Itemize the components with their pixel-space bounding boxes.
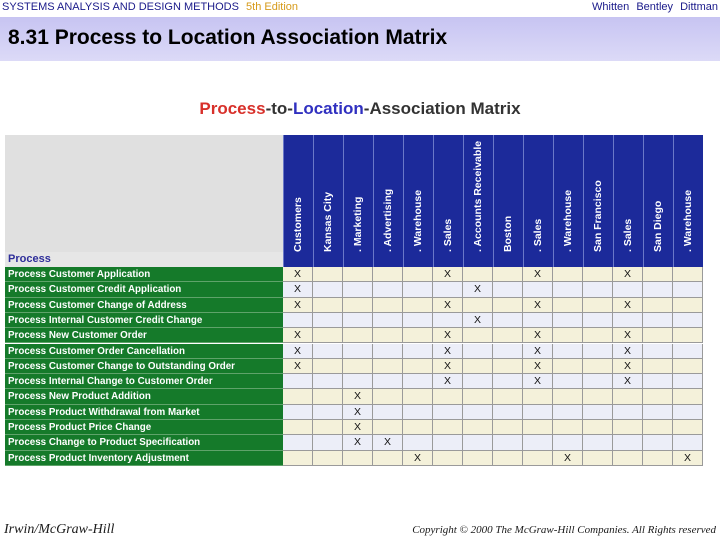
location-column-header (463, 135, 493, 267)
matrix-cell (313, 405, 343, 420)
matrix-cell (553, 359, 583, 374)
matrix-cell (463, 344, 493, 359)
matrix-cell (583, 267, 613, 282)
matrix-cell (493, 420, 523, 435)
matrix-cell (553, 328, 583, 343)
matrix-cell (583, 451, 613, 466)
location-column-header (523, 135, 553, 267)
location-column-header (313, 135, 343, 267)
matrix-cell (313, 420, 343, 435)
location-column-header (373, 135, 403, 267)
matrix-cell (373, 405, 403, 420)
matrix-cell (433, 282, 463, 297)
matrix-cell (283, 451, 313, 466)
matrix-cell (343, 313, 373, 328)
matrix-cell (313, 344, 343, 359)
top-header (0, 0, 720, 14)
matrix-cell (463, 267, 493, 282)
process-row-label: Process Customer Credit Application (5, 282, 283, 297)
matrix-cell (643, 451, 673, 466)
matrix-cell (643, 313, 673, 328)
location-column-label: . Warehouse (411, 189, 424, 252)
matrix-cell (493, 405, 523, 420)
matrix-cell (673, 435, 703, 450)
matrix-cell (553, 374, 583, 389)
matrix-cell (343, 451, 373, 466)
matrix-cell: X (523, 374, 553, 389)
matrix-cell (553, 420, 583, 435)
process-row-label: Process Customer Change to Outstanding Order (5, 359, 283, 374)
matrix-cell: X (283, 282, 313, 297)
location-column-header (583, 135, 613, 267)
matrix-cell (463, 328, 493, 343)
location-column-header (403, 135, 433, 267)
matrix-cell (373, 374, 403, 389)
matrix-cell (433, 420, 463, 435)
matrix-cell (463, 451, 493, 466)
matrix-cell (343, 298, 373, 313)
location-column-header (553, 135, 583, 267)
matrix-cell (673, 267, 703, 282)
matrix-cell (643, 435, 673, 450)
matrix-cell (463, 298, 493, 313)
matrix-cell (583, 389, 613, 404)
location-column-label: . Accounts Receivable (471, 140, 484, 252)
matrix-cell (343, 359, 373, 374)
matrix-cell (463, 374, 493, 389)
matrix-cell (373, 451, 403, 466)
matrix-cell: X (373, 435, 403, 450)
matrix-cell (433, 313, 463, 328)
matrix-cell (373, 420, 403, 435)
location-column-label: Customers (291, 197, 304, 252)
process-row-label: Process Customer Order Cancellation (5, 344, 283, 359)
matrix-cell (583, 328, 613, 343)
matrix-corner (5, 135, 283, 252)
matrix-cell (493, 282, 523, 297)
matrix-cell: X (523, 298, 553, 313)
matrix-cell (283, 389, 313, 404)
matrix-cell (643, 405, 673, 420)
matrix-cell (553, 298, 583, 313)
matrix-cell (613, 282, 643, 297)
matrix-cell: X (613, 344, 643, 359)
matrix-cell (643, 344, 673, 359)
process-row-label: Process New Product Addition (5, 389, 283, 404)
matrix-cell (313, 313, 343, 328)
matrix-cell (403, 282, 433, 297)
matrix-cell (463, 435, 493, 450)
process-row-label: Process Change to Product Specification (5, 435, 283, 450)
matrix-cell (583, 435, 613, 450)
location-column-label: . Marketing (351, 196, 364, 252)
matrix-cell (613, 313, 643, 328)
matrix-cell (643, 389, 673, 404)
matrix-cell (493, 313, 523, 328)
book-title: SYSTEMS ANALYSIS AND DESIGN METHODS (2, 1, 239, 13)
matrix-cell (553, 389, 583, 404)
matrix-cell: X (523, 328, 553, 343)
matrix-cell (523, 313, 553, 328)
matrix-cell (643, 328, 673, 343)
location-column-label: Boston (501, 215, 514, 252)
matrix-cell (283, 313, 313, 328)
matrix-cell: X (613, 267, 643, 282)
matrix-cell (373, 267, 403, 282)
matrix-cell: X (613, 328, 643, 343)
matrix-cell (673, 298, 703, 313)
matrix-cell (493, 344, 523, 359)
matrix-cell (343, 267, 373, 282)
matrix-cell (493, 328, 523, 343)
matrix-cell: X (463, 313, 493, 328)
matrix-cell (433, 389, 463, 404)
matrix-cell (553, 282, 583, 297)
location-column-header (343, 135, 373, 267)
matrix-cell (343, 374, 373, 389)
process-row-label: Process Customer Application (5, 267, 283, 282)
matrix-cell: X (433, 344, 463, 359)
authors: Whitten Bentley Dittman (592, 1, 718, 13)
matrix-cell: X (433, 374, 463, 389)
matrix-cell (403, 374, 433, 389)
matrix-cell (523, 420, 553, 435)
process-row-label: Process Product Inventory Adjustment (5, 451, 283, 466)
process-row-label: Process New Customer Order (5, 328, 283, 343)
matrix-cell (493, 374, 523, 389)
matrix-cell (493, 389, 523, 404)
location-column-label: . Sales (531, 218, 544, 252)
matrix-cell (553, 344, 583, 359)
slide-title-band (0, 17, 720, 61)
matrix-cell (313, 389, 343, 404)
matrix-cell (583, 313, 613, 328)
matrix-cell: X (433, 359, 463, 374)
matrix-cell (313, 298, 343, 313)
matrix-title-part-2: -to- (265, 99, 293, 118)
matrix-cell: X (403, 451, 433, 466)
location-column-label: . Sales (621, 218, 634, 252)
matrix-cell (403, 359, 433, 374)
matrix-cell (553, 267, 583, 282)
matrix-cell: X (613, 359, 643, 374)
matrix-cell (463, 389, 493, 404)
matrix-cell (643, 298, 673, 313)
matrix-cell: X (283, 359, 313, 374)
matrix-cell (283, 435, 313, 450)
matrix-cell (673, 313, 703, 328)
matrix-cell (373, 282, 403, 297)
matrix-cell: X (433, 328, 463, 343)
matrix-cell (343, 282, 373, 297)
matrix-cell (673, 359, 703, 374)
slide-title: 8.31 Process to Location Association Matrix (8, 26, 448, 49)
matrix-cell (343, 328, 373, 343)
matrix-cell (373, 298, 403, 313)
matrix-cell (373, 389, 403, 404)
matrix-cell (613, 451, 643, 466)
matrix-cell (313, 328, 343, 343)
matrix-cell (403, 267, 433, 282)
matrix-cell (673, 389, 703, 404)
matrix-cell (493, 267, 523, 282)
matrix-cell (343, 344, 373, 359)
matrix-cell (523, 405, 553, 420)
matrix-cell (643, 420, 673, 435)
matrix-cell (403, 344, 433, 359)
location-column-header (613, 135, 643, 267)
matrix-cell (313, 435, 343, 450)
matrix-cell (433, 435, 463, 450)
matrix-cell (403, 298, 433, 313)
matrix-cell (643, 267, 673, 282)
matrix-cell: X (283, 267, 313, 282)
matrix-cell (463, 405, 493, 420)
matrix-cell (583, 374, 613, 389)
location-column-header (283, 135, 313, 267)
location-column-label: . Sales (441, 218, 454, 252)
matrix-cell (373, 359, 403, 374)
matrix-cell (463, 359, 493, 374)
matrix-cell (373, 313, 403, 328)
matrix-cell (673, 328, 703, 343)
matrix-cell (463, 420, 493, 435)
matrix-cell (613, 405, 643, 420)
matrix-cell (613, 420, 643, 435)
matrix-cell (673, 282, 703, 297)
matrix-cell (283, 405, 313, 420)
matrix-cell: X (343, 435, 373, 450)
matrix-cell (643, 359, 673, 374)
matrix-cell (583, 344, 613, 359)
matrix-cell (313, 267, 343, 282)
matrix-cell: X (283, 328, 313, 343)
matrix-cell (583, 282, 613, 297)
location-column-label: Kansas City (321, 191, 334, 252)
location-column-header (433, 135, 463, 267)
book-title-line (2, 0, 298, 14)
matrix-title-part-3: Location (292, 99, 364, 118)
matrix-cell (403, 389, 433, 404)
matrix-cell: X (613, 298, 643, 313)
matrix-cell (493, 435, 523, 450)
matrix-title-part-1: Process (199, 99, 266, 118)
copyright-label: Copyright © 2000 The McGraw-Hill Companies. All Rights reserved (412, 524, 716, 536)
matrix-title (0, 99, 720, 119)
matrix-cell (493, 451, 523, 466)
matrix-cell (283, 374, 313, 389)
location-column-label: . Warehouse (561, 189, 574, 252)
process-row-label: Process Product Price Change (5, 420, 283, 435)
process-row-label: Process Internal Change to Customer Order (5, 374, 283, 389)
matrix-cell (643, 374, 673, 389)
matrix-cell (613, 435, 643, 450)
matrix-cell: X (433, 267, 463, 282)
matrix-cell (673, 420, 703, 435)
matrix-cell (523, 389, 553, 404)
matrix-cell (523, 435, 553, 450)
location-column-label: . Warehouse (681, 189, 694, 252)
matrix-cell (673, 374, 703, 389)
matrix-cell (553, 313, 583, 328)
matrix-cell: X (343, 420, 373, 435)
matrix-cell (583, 298, 613, 313)
matrix-cell (493, 298, 523, 313)
matrix-cell (673, 405, 703, 420)
matrix-cell: X (523, 359, 553, 374)
location-column-header (493, 135, 523, 267)
matrix-cell (673, 344, 703, 359)
matrix-cell: X (283, 298, 313, 313)
matrix-cell: X (553, 451, 583, 466)
matrix-cell (403, 405, 433, 420)
matrix-cell (313, 359, 343, 374)
matrix-cell (583, 405, 613, 420)
matrix-cell (403, 328, 433, 343)
matrix-cell (583, 359, 613, 374)
matrix-cell: X (673, 451, 703, 466)
matrix-cell (523, 282, 553, 297)
matrix-cell (523, 451, 553, 466)
publisher-label: Irwin/McGraw-Hill (4, 522, 115, 537)
matrix-cell: X (433, 298, 463, 313)
matrix-cell (313, 282, 343, 297)
matrix-cell: X (283, 344, 313, 359)
matrix-cell (553, 435, 583, 450)
location-column-header (673, 135, 703, 267)
matrix-cell (403, 420, 433, 435)
process-row-label: Process Internal Customer Credit Change (5, 313, 283, 328)
matrix-cell: X (343, 405, 373, 420)
matrix-cell (313, 374, 343, 389)
matrix-cell (433, 405, 463, 420)
process-column-header: Process (5, 252, 283, 267)
location-column-label: San Diego (651, 200, 664, 252)
location-column-label: . Advertising (381, 188, 394, 252)
matrix-cell (553, 405, 583, 420)
matrix-cell (613, 389, 643, 404)
matrix-title-part-4: -Association Matrix (363, 99, 521, 118)
matrix-cell: X (523, 344, 553, 359)
matrix-cell: X (343, 389, 373, 404)
matrix-cell: X (463, 282, 493, 297)
matrix-cell (433, 451, 463, 466)
matrix-cell (373, 344, 403, 359)
matrix-cell: X (613, 374, 643, 389)
matrix-cell: X (523, 267, 553, 282)
matrix-cell (583, 420, 613, 435)
matrix-cell (313, 451, 343, 466)
matrix-cell (403, 313, 433, 328)
matrix-cell (373, 328, 403, 343)
edition-label: 5th Edition (246, 1, 299, 13)
matrix-cell (283, 420, 313, 435)
process-row-label: Process Customer Change of Address (5, 298, 283, 313)
location-column-label: San Francisco (591, 180, 604, 252)
matrix-cell (643, 282, 673, 297)
matrix-cell (403, 435, 433, 450)
location-column-header (643, 135, 673, 267)
process-row-label: Process Product Withdrawal from Market (5, 405, 283, 420)
matrix-cell (493, 359, 523, 374)
